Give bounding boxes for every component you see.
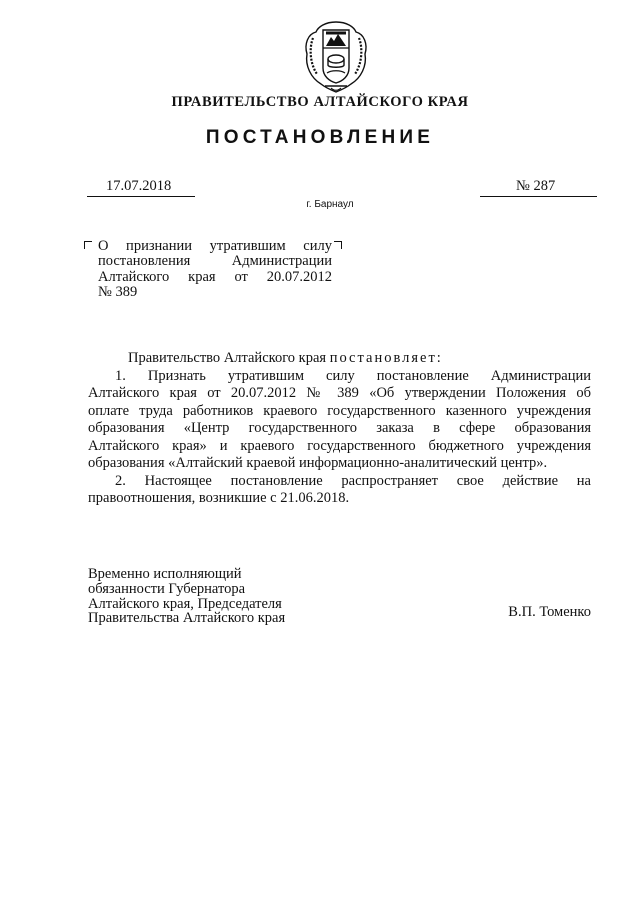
subject-line: № 389 <box>98 283 138 300</box>
signer-name: В.П. Томенко <box>508 604 591 620</box>
body-line: образования «Центр государственного заказа в сфере образования <box>88 420 591 436</box>
signatory-line: Правительства Алтайского края <box>88 610 286 627</box>
subject-bracket-left <box>84 241 92 249</box>
body-item-2 <box>88 473 591 508</box>
subject-line: Алтайского края от 20.07.2012 <box>98 268 332 285</box>
intro-verb: постановляет: <box>329 350 443 366</box>
document-subject <box>98 239 332 300</box>
intro-text: Правительство Алтайского края <box>128 350 330 366</box>
document-number-field <box>480 178 597 197</box>
body-line: образования «Алтайский краевой информационно-аналитический центр». <box>88 455 548 471</box>
document-type-title: ПОСТАНОВЛЕНИЕ <box>205 127 435 148</box>
body-line: Алтайского края» и краевого государственного бюджетного учреждения <box>88 437 591 454</box>
signatory-line: Временно исполняющий <box>88 566 242 582</box>
signatory-line: Алтайского края, Председателя <box>88 595 282 612</box>
body-intro <box>88 350 591 368</box>
document-number: № 287 <box>516 178 556 194</box>
city-name: г. Барнаул <box>306 199 354 210</box>
body-line: 2. Настоящее постановление распространяет свое действие на <box>115 472 591 489</box>
subject-line: О признании утратившим силу <box>98 238 332 254</box>
body-line: 1. Признать утратившим силу постановление Администрации <box>115 367 591 384</box>
body-line: оплате труда работников краевого государственного казенного учреждения <box>88 402 591 419</box>
signatory-position <box>88 567 285 626</box>
body-line: правоотношения, возникшие с 21.06.2018. <box>88 490 350 506</box>
subject-bracket-right <box>334 241 342 249</box>
document-date: 17.07.2018 <box>106 178 172 194</box>
document-body <box>88 350 591 508</box>
government-name: ПРАВИТЕЛЬСТВО АЛТАЙСКОГО КРАЯ <box>171 94 469 110</box>
signatory-line: обязанности Губернатора <box>88 580 246 597</box>
coat-of-arms-icon <box>301 18 371 94</box>
body-line: Алтайского края от 20.07.2012 № 389 «Об утверждении Положения об <box>88 385 591 401</box>
document-date-field <box>87 178 195 197</box>
body-item-1 <box>88 368 591 473</box>
subject-line: постановления Администрации <box>98 253 332 270</box>
